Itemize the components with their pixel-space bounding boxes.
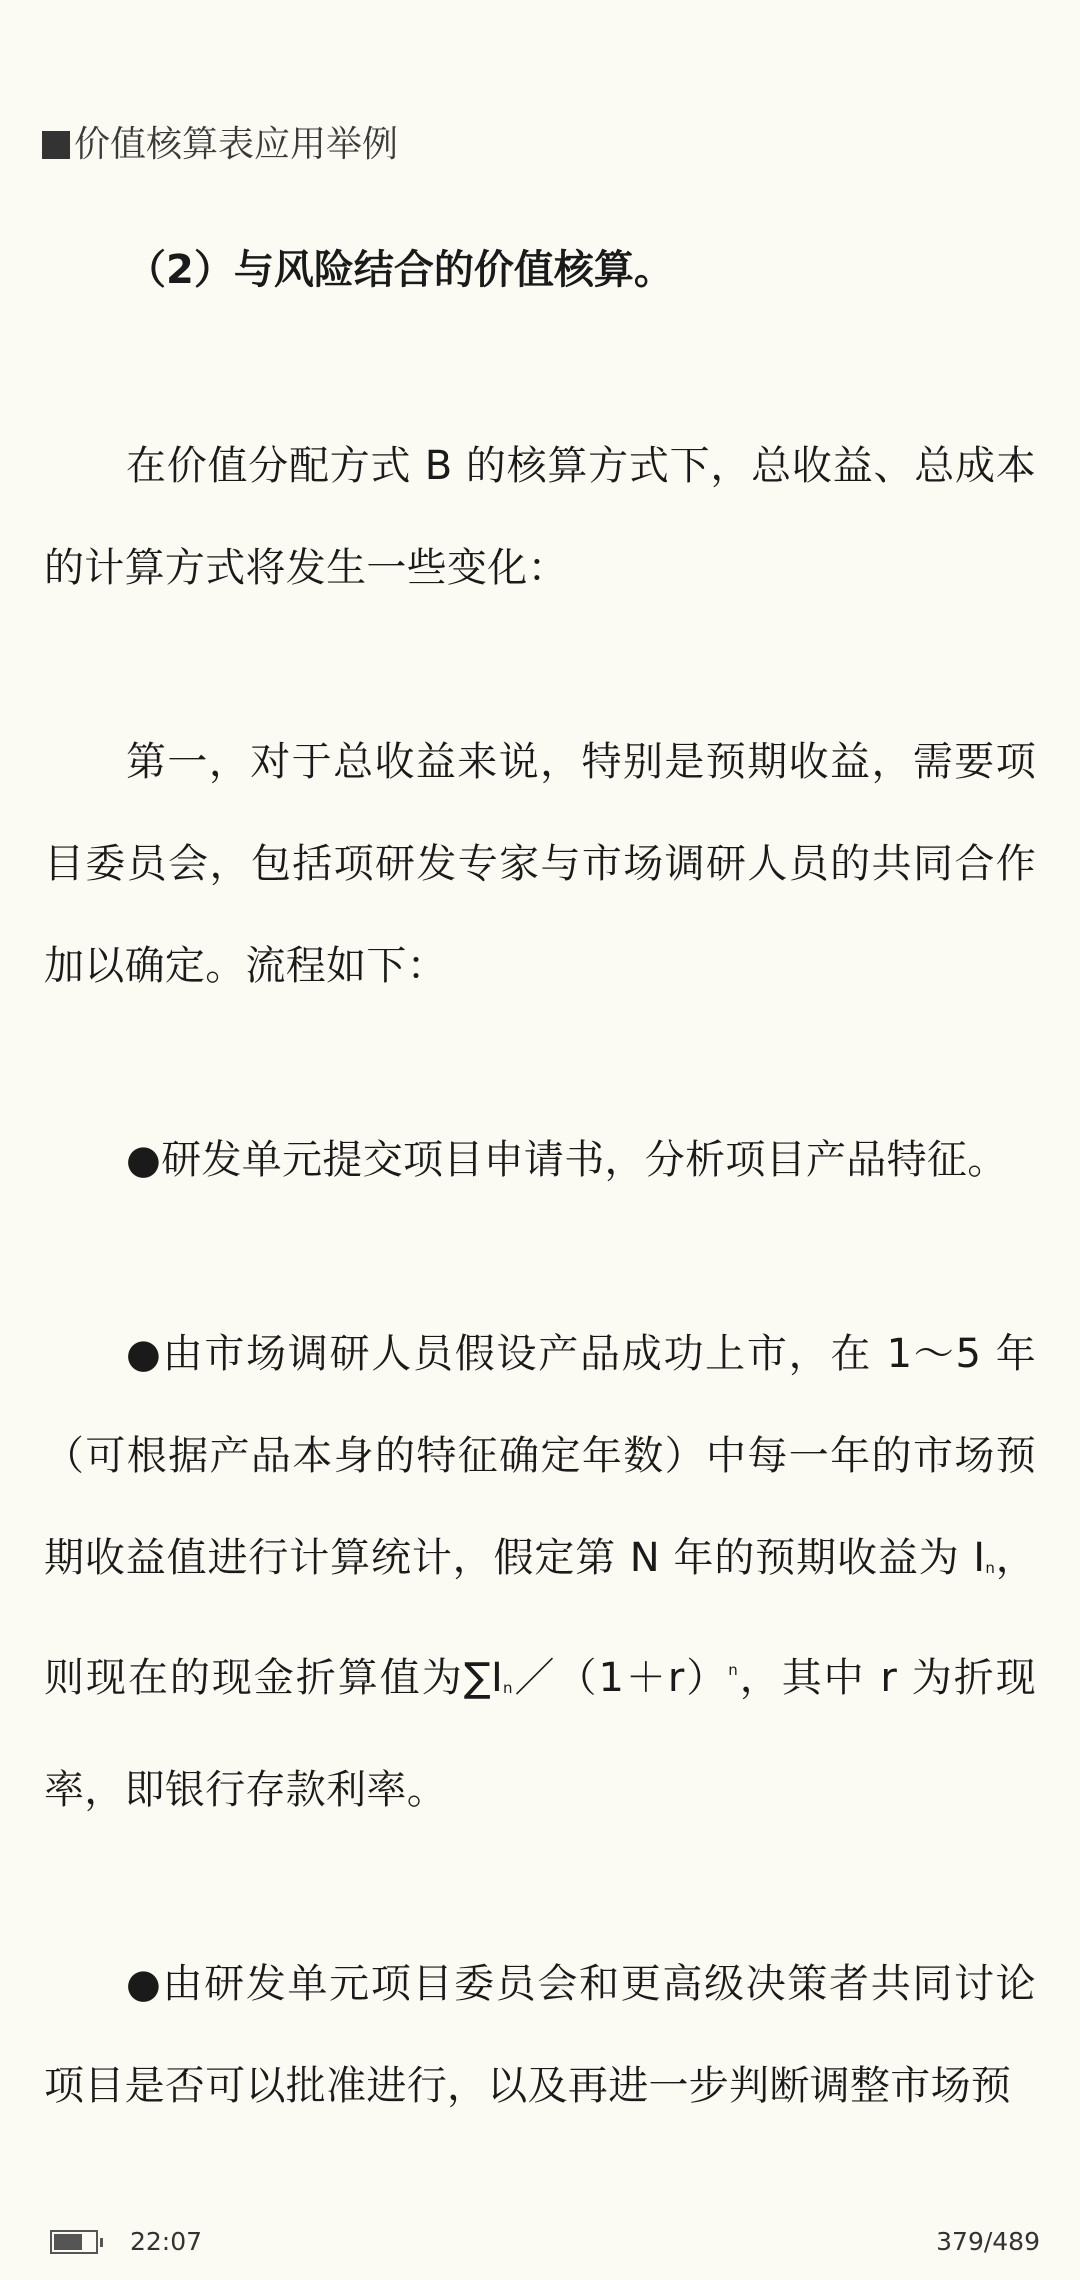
paragraph-intro: 在价值分配方式 B 的核算方式下，总收益、总成本的计算方式将发生一些变化： — [44, 443, 1036, 591]
clock-time: 22:07 — [130, 2227, 203, 2256]
bullet-item-2-text-b: ，则现在的现金折算值为∑I — [44, 1535, 1036, 1701]
reader-content[interactable] — [44, 240, 1036, 2229]
bullet-item-2-text-d: ，其中 r 为折现率，即银行存款利率。 — [44, 1655, 1036, 1813]
superscript-n: n — [728, 1661, 739, 1679]
battery-nub — [100, 2238, 103, 2247]
bullet-item-3: ●由研发单元项目委员会和更高级决策者共同讨论项目是否可以批准进行，以及再进一步判断调整市场预 — [44, 1961, 1036, 2109]
chapter-header — [42, 122, 398, 168]
bullet-item-2 — [44, 1303, 1036, 1841]
paragraph-first-point: 第一，对于总收益来说，特别是预期收益，需要项目委员会，包括项研发专家与市场调研人员的共同合作加以确定。流程如下： — [44, 739, 1036, 989]
status-bar — [0, 2222, 1080, 2262]
square-bullet-icon — [42, 131, 70, 159]
bullet-item-1: ●研发单元提交项目申请书，分析项目产品特征。 — [126, 1137, 1008, 1183]
subscript-n: n — [985, 1559, 996, 1577]
page-indicator: 379/489 — [936, 2227, 1040, 2256]
bullet-item-2-text-a: ●由市场调研人员假设产品成功上市，在 1～5 年（可根据产品本身的特征确定年数）中每一年的市场预期收益值进行计算统计，假定第 N 年的预期收益为 I — [44, 1331, 1036, 1581]
section-title: （2）与风险结合的价值核算。 — [126, 247, 674, 293]
chapter-title: 价值核算表应用举例 — [74, 124, 399, 165]
battery-fill — [54, 2234, 82, 2250]
subscript-n: n — [503, 1679, 513, 1697]
bullet-item-2-text-c: ／（1＋r） — [512, 1655, 729, 1701]
battery-icon — [50, 2230, 98, 2254]
